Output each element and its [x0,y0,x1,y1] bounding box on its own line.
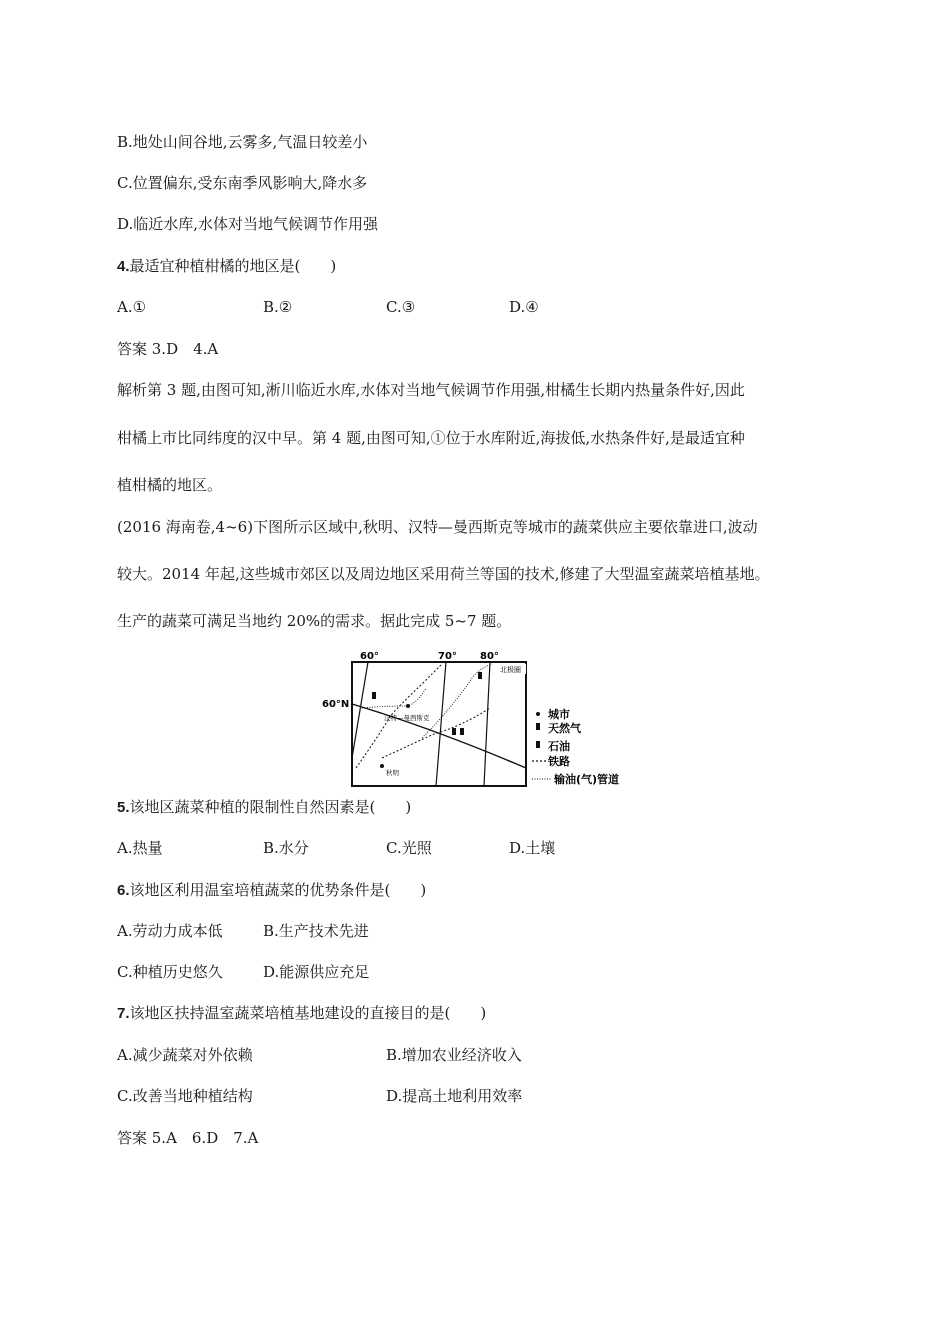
question-text: 最适宜种植柑橘的地区是( ) [129,257,337,275]
legend-city-icon [536,712,540,716]
intro-line-3: 生产的蔬菜可满足当地约 20%的需求。据此完成 5~7 题。 [117,612,512,630]
answer-5-7: 答案 5.A 6.D 7.A [117,1129,259,1147]
q4-option-b: B.② [263,298,293,316]
q5-option-b: B.水分 [263,839,309,857]
question-6 [117,880,426,901]
intro-line-2: 较大。2014 年起,这些城市郊区以及周边地区采用荷兰等国的技术,修建了大型温室蔬菜培植基地。 [117,565,770,583]
question-text: 该地区扶持温室蔬菜培植基地建设的直接目的是( ) [129,1004,487,1022]
gas-symbol [452,728,456,735]
parallel-60n [352,704,526,768]
legend-city: 城市 [548,708,570,721]
question-number: 4. [117,258,130,275]
q6-option-b: B.生产技术先进 [263,922,369,940]
lat-label-60n: 60°N [322,699,350,710]
question-number: 6. [117,882,130,899]
q7-option-d: D.提高土地利用效率 [386,1087,523,1105]
city-label-tyumen: 秋明 [386,769,399,777]
arctic-circle-label: 北极圈 [500,666,521,674]
q7-option-b: B.增加农业经济收入 [386,1046,522,1064]
question-number: 5. [117,799,130,816]
gas-symbol [478,672,482,679]
question-7 [117,1003,486,1024]
meridian-80 [484,662,490,786]
legend-pipeline: 输油(气)管道 [554,773,620,786]
option-c: C.位置偏东,受东南季风影响大,降水多 [117,174,368,192]
lon-label-60: 60° [360,651,379,662]
q4-option-d: D.④ [509,298,539,316]
q4-option-a: A.① [117,298,147,316]
q7-option-a: A.减少蔬菜对外依赖 [117,1046,253,1064]
q6-option-a: A.劳动力成本低 [117,922,223,940]
legend-gas-icon [536,723,540,730]
option-b: B.地处山间谷地,云雾多,气温日较差小 [117,133,368,151]
q5-option-d: D.土壤 [509,839,556,857]
meridian-70 [436,662,446,786]
analysis-line-1: 解析第 3 题,由图可知,淅川临近水库,水体对当地气候调节作用强,柑橘生长期内热量条件好,因此 [117,381,745,399]
oil-symbol [460,728,464,735]
city-marker [380,764,384,768]
question-4 [117,256,336,277]
question-5 [117,797,411,818]
lon-label-70: 70° [438,651,457,662]
meridian-60 [352,662,368,758]
city-label-khanty: 汉特—曼西斯克 [384,714,430,722]
legend-railway: 铁路 [548,755,570,768]
lon-label-80: 80° [480,651,499,662]
analysis-line-3: 植柑橘的地区。 [117,476,223,494]
region-map [322,648,642,794]
intro-line-1: (2016 海南卷,4~6)下图所示区域中,秋明、汉特—曼西斯克等城市的蔬菜供应主要依靠进口,波动 [117,518,758,536]
answer-3-4: 答案 3.D 4.A [117,340,219,358]
oil-symbol [372,692,376,699]
option-d: D.临近水库,水体对当地气候调节作用强 [117,215,379,233]
q7-option-c: C.改善当地种植结构 [117,1087,253,1105]
legend-gas: 天然气 [548,722,581,735]
question-text: 该地区利用温室培植蔬菜的优势条件是( ) [129,881,427,899]
q4-option-c: C.③ [386,298,416,316]
q6-option-c: C.种植历史悠久 [117,963,223,981]
q5-option-a: A.热量 [117,839,163,857]
q6-option-d: D.能源供应充足 [263,963,370,981]
question-text: 该地区蔬菜种植的限制性自然因素是( ) [129,798,412,816]
analysis-line-2: 柑橘上市比同纬度的汉中早。第 4 题,由图可知,①位于水库附近,海拔低,水热条件好,是最适宜种 [117,429,745,447]
q5-option-c: C.光照 [386,839,432,857]
legend-oil: 石油 [548,740,570,753]
city-marker [406,704,410,708]
map-frame [352,662,526,786]
question-number: 7. [117,1005,130,1022]
legend-oil-icon [536,741,540,748]
pipeline-2 [362,688,426,708]
